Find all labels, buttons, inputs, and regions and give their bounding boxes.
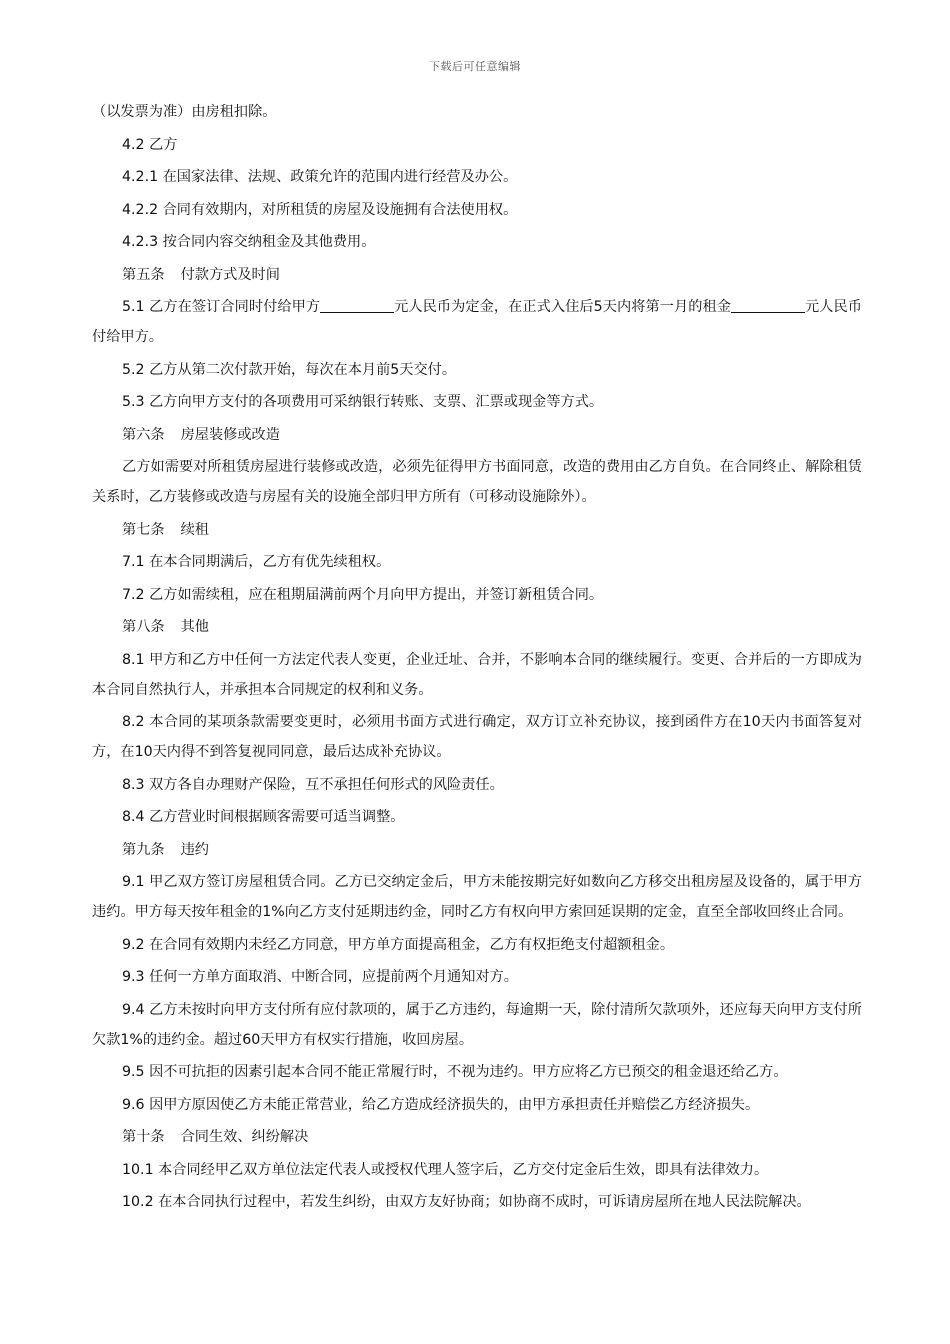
- clause: 9.2 在合同有效期内未经乙方同意，甲方单方面提高租金，乙方有权拒绝支付超额租金。: [122, 936, 675, 953]
- fill-in-blank: [731, 296, 805, 313]
- clause: 4.2.1 在国家法律、法规、政策允许的范围内进行经营及办公。: [122, 169, 518, 185]
- article-title: 合同生效、纠纷解决: [180, 1129, 309, 1145]
- contract-body: [92, 97, 862, 1220]
- article-heading: [92, 515, 862, 545]
- article-heading: [92, 835, 862, 865]
- clause-text: 5.1 乙方在签订合同时付给甲方: [122, 299, 321, 315]
- clause: 5.3 乙方向甲方支付的各项费用可采纳银行转账、支票、汇票或现金等方式。: [122, 394, 604, 410]
- clause: 4.2.2 合同有效期内，对所租赁的房屋及设施拥有合法使用权。: [122, 201, 518, 218]
- clause: 7.2 乙方如需续租，应在租期届满前两个月向甲方提出，并签订新租赁合同。: [122, 586, 604, 603]
- article-number: 第九条: [122, 841, 165, 858]
- article-number: 第六条: [122, 426, 165, 443]
- clause: 8.1 甲方和乙方中任何一方法定代表人变更，企业迁址、合并，不影响本合同的继续履行。变更、合并后的一方即成为本合同自然执行人，并承担本合同规定的权利和义务。: [92, 651, 862, 698]
- paragraph: （以发票为准）由房租扣除。: [92, 104, 277, 120]
- clause: 10.1 本合同经甲乙双方单位法定代表人或授权代理人签字后，乙方交付定金后生效，即具有法律效力。: [122, 1161, 769, 1178]
- clause: 9.3 任何一方单方面取消、中断合同，应提前两个月通知对方。: [122, 969, 518, 985]
- clause: 7.1 在本合同期满后，乙方有优先续租权。: [122, 554, 391, 570]
- article-title: 续租: [180, 521, 209, 538]
- article-title: 违约: [180, 841, 209, 858]
- clause-text: 元人民币为定金，在正式入住后5天内将第一月的租金: [394, 299, 731, 315]
- clause: 9.5 因不可抗拒的因素引起本合同不能正常履行时，不视为违约。甲方应将乙方已预交的租金退还给乙方。: [122, 1064, 788, 1080]
- clause-text: 元人民币付给甲方。: [92, 299, 862, 345]
- clause: 9.4 乙方未按时向甲方支付所有应付款项的，属于乙方违约，每逾期一天，除付清所欠款项外，还应每天向甲方支付所欠款1%的违约金。超过60天甲方有权实行措施，收回房屋。: [92, 1001, 862, 1048]
- article-title: 其他: [180, 619, 209, 635]
- clause: [92, 292, 862, 352]
- clause-heading: 4.2 乙方: [122, 136, 178, 153]
- article-number: 第十条: [122, 1129, 165, 1145]
- article-number: 第七条: [122, 521, 165, 538]
- article-heading: [92, 1122, 862, 1152]
- clause: 9.1 甲乙双方签订房屋租赁合同。乙方已交纳定金后，甲方未能按期完好如数向乙方移交出租房屋及设备的，属于甲方违约。甲方每天按年租金的1%向乙方支付延期违约金，同时乙方有权向甲方索回延误期的定金，直至全部收回终止合同。: [92, 874, 862, 920]
- clause: 9.6 因甲方原因使乙方未能正常营业，给乙方造成经济损失的，由甲方承担责任并赔偿乙方经济损失。: [122, 1096, 760, 1113]
- article-title: 房屋装修或改造: [180, 426, 280, 443]
- article-heading: [92, 420, 862, 450]
- article-number: 第五条: [122, 266, 165, 283]
- article-heading: [92, 612, 862, 642]
- fill-in-blank: [320, 296, 394, 313]
- clause: 乙方如需要对所租赁房屋进行装修或改造，必须先征得甲方书面同意，改造的费用由乙方自负。在合同终止、解除租赁关系时，乙方装修或改造与房屋有关的设施全部归甲方所有（可移动设施除外）。: [92, 459, 862, 505]
- article-number: 第八条: [122, 619, 165, 635]
- clause: 8.4 乙方营业时间根据顾客需要可适当调整。: [122, 809, 405, 825]
- clause: 8.3 双方各自办理财产保险，互不承担任何形式的风险责任。: [122, 776, 504, 793]
- clause: 8.2 本合同的某项条款需要变更时，必须用书面方式进行确定，双方订立补充协议，接到函件方在10天内书面答复对方，在10天内得不到答复视同同意，最后达成补充协议。: [92, 714, 862, 760]
- page-header-note: 下载后可任意编辑: [429, 60, 521, 73]
- clause: 4.2.3 按合同内容交纳租金及其他费用。: [122, 234, 376, 250]
- article-heading: [92, 260, 862, 290]
- clause: 10.2 在本合同执行过程中，若发生纠纷，由双方友好协商；如协商不成时，可诉请房屋所在地人民法院解决。: [122, 1194, 811, 1210]
- clause: 5.2 乙方从第二次付款开始，每次在本月前5天交付。: [122, 361, 457, 378]
- article-title: 付款方式及时间: [180, 266, 280, 283]
